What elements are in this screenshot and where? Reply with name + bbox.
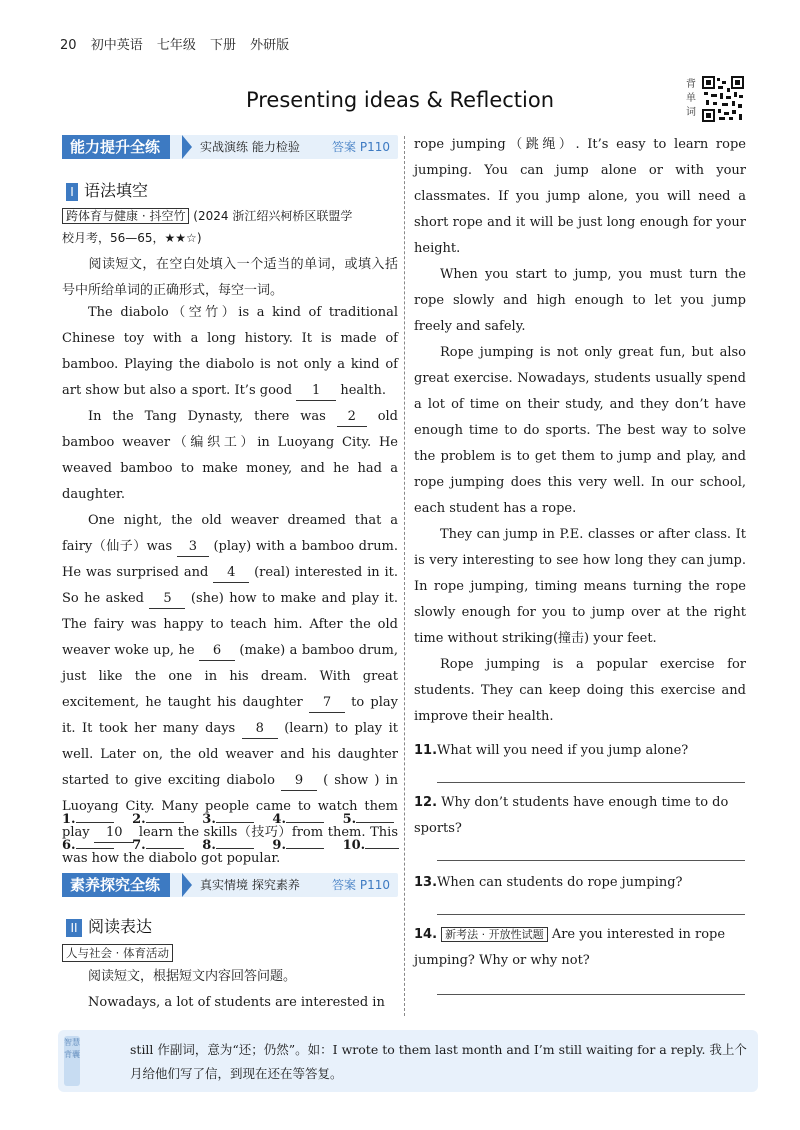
question-number: 14. — [414, 927, 438, 942]
section-header-ability — [62, 135, 398, 159]
answer-num: 2. — [132, 812, 146, 827]
answer-ref[interactable]: 答案 P110 — [332, 140, 390, 154]
column-divider — [404, 136, 405, 1016]
qr-label-char: 词 — [686, 107, 696, 118]
section-subtitle: 真实情境 探究素养 — [200, 878, 300, 892]
answer-line-14[interactable] — [437, 994, 745, 995]
blank-7[interactable]: 7 — [309, 694, 345, 713]
passage-text: When you start to jump, you must turn the rope slowly and high enough to let you jump freely and safely. — [414, 267, 746, 334]
answer-num: 3. — [202, 812, 216, 827]
question-text: Why don’t students have enough time to do sports? — [414, 795, 729, 836]
answer-line-13[interactable] — [437, 914, 745, 915]
passage-text: old bamboo weaver（编织工）in Luoyang City. He weaved bamboo to make money, and he had a daughter. — [62, 409, 398, 502]
passage-text: (play) with a bamboo drum. He was surprised and — [62, 539, 399, 580]
source-text-2: 校月考，56—65，★★☆) — [62, 231, 202, 245]
passage-2-start — [62, 990, 398, 1016]
answer-num: 9. — [272, 838, 286, 853]
passage-text: In the Tang Dynasty, there was — [88, 409, 326, 424]
answer-ref[interactable]: 答案 P110 — [332, 878, 390, 892]
section-subtitle: 实战演练 能力检验 — [200, 140, 300, 154]
question-text: When can students do rope jumping? — [437, 875, 683, 890]
answer-row-1 — [62, 812, 409, 827]
tip-text: still 作副词，意为“还；仍然”。如：I wrote to them last month and I’m still waiting for a reply. 我上个月给他们写了信，到现在还在等答复。 — [130, 1042, 747, 1081]
answer-line-11[interactable] — [437, 782, 745, 783]
blank-9[interactable]: 9 — [281, 772, 317, 791]
topic-tag: 跨体育与健康 · 抖空竹 — [62, 208, 189, 224]
arrow-icon — [182, 873, 192, 897]
passage-text: Rope jumping is not only great fun, but also great exercise. Nowadays, students usually spend a lot of time on their study, and they don’t have enough time to do sports. The best way to solve the problem is to get them to jump and play, and rope jumping does this very well. In our school, each student has a rope. — [414, 345, 746, 516]
answer-blank[interactable] — [146, 848, 184, 849]
answer-blank[interactable] — [76, 848, 114, 849]
passage-text: (learn) to play it well. Later on, the old weaver and his daughter started to give exciting diabolo — [62, 721, 398, 788]
instruction-2 — [62, 964, 398, 990]
passage-text: learn the skills（技巧）from them. This was how the diabolo got popular. — [62, 825, 398, 866]
question-text: What will you need if you jump alone? — [437, 743, 689, 758]
source-info — [62, 205, 398, 249]
term: 下册 — [210, 38, 237, 53]
answer-num: 5. — [342, 812, 357, 827]
answer-blank[interactable] — [146, 822, 184, 823]
passage-text: to play it. It took her many days — [62, 695, 398, 736]
section-tag: 能力提升全练 — [62, 135, 170, 159]
qr-label-char: 单 — [686, 93, 696, 104]
passage-text: One night, the old weaver dreamed that a fairy（仙子）was — [62, 513, 398, 554]
qr-code-icon[interactable] — [702, 76, 744, 122]
arrow-icon — [182, 135, 192, 159]
question-number: 13. — [414, 875, 438, 890]
subject: 初中英语 — [90, 38, 143, 53]
question-tag: 新考法 · 开放性试题 — [441, 927, 548, 942]
page-number: 20 — [60, 38, 77, 53]
question-12 — [414, 790, 746, 842]
qr-label-char: 背 — [686, 79, 696, 90]
page-header — [60, 34, 299, 53]
blank-3[interactable]: 3 — [177, 538, 209, 557]
question-11 — [414, 738, 746, 764]
part-number: I — [66, 183, 78, 201]
tip-side-text: 智慧背囊 — [64, 1038, 80, 1059]
section-tag: 素养探究全练 — [62, 873, 170, 897]
topic-tag-2: 人与社会 · 体育活动 — [62, 944, 173, 962]
blank-10[interactable]: 10 — [94, 824, 134, 843]
answer-row-2 — [62, 838, 409, 853]
answer-blank[interactable] — [216, 848, 254, 849]
qr-label — [686, 78, 700, 120]
passage-text: health. — [340, 383, 387, 398]
part-label-reading — [66, 914, 152, 937]
answer-num: 7. — [132, 838, 146, 853]
answer-blank[interactable] — [365, 848, 399, 849]
answer-blank[interactable] — [286, 848, 324, 849]
passage-text: (make) a bamboo drum, just like the one in his dream. With great excitement, he taught his daughter — [62, 643, 399, 710]
passage-text: (real) interested in it. So he asked — [62, 565, 399, 606]
source-text: (2024 浙江绍兴柯桥区联盟学 — [193, 209, 353, 223]
blank-5[interactable]: 5 — [149, 590, 185, 609]
part-title: 语法填空 — [84, 181, 149, 200]
part-number: II — [66, 919, 82, 937]
part-label-grammar — [66, 178, 148, 201]
answer-blank[interactable] — [286, 822, 324, 823]
blank-8[interactable]: 8 — [242, 720, 278, 739]
question-13 — [414, 870, 746, 896]
answer-blank[interactable] — [216, 822, 254, 823]
passage-text: ( show ) in Luoyang City. Many people came to watch them play — [62, 773, 399, 840]
passage-text: The diabolo（空竹）is a kind of traditional Chinese toy with a long history. It is made of bamboo. Playing the diabolo is not only a kind of art show but also a sport. It’s good — [62, 305, 398, 398]
answer-blank[interactable] — [76, 822, 114, 823]
blank-2[interactable]: 2 — [337, 408, 367, 427]
answer-num: 10. — [342, 838, 366, 853]
instruction-text: 阅读短文，根据短文内容回答问题。 — [88, 969, 297, 984]
passage-text: Rope jumping is a popular exercise for students. They can keep doing this exercise and improve their health. — [414, 657, 746, 724]
answer-num: 8. — [202, 838, 216, 853]
page-title: Presenting ideas & Reflection — [245, 88, 555, 112]
answer-num: 4. — [272, 812, 286, 827]
question-number: 12. — [414, 795, 438, 810]
section-header-inquiry — [62, 873, 398, 897]
answer-num: 6. — [62, 838, 76, 853]
blank-4[interactable]: 4 — [213, 564, 249, 583]
grade: 七年级 — [156, 38, 196, 53]
passage-text: Nowadays, a lot of students are interested in — [88, 995, 385, 1010]
tip-side-label — [64, 1036, 80, 1086]
answer-blank[interactable] — [356, 822, 394, 823]
blank-6[interactable]: 6 — [199, 642, 235, 661]
instruction-1 — [62, 252, 398, 304]
answer-num: 1. — [62, 812, 76, 827]
passage-text: rope jumping（跳绳）. It’s easy to learn rope jumping. You can jump alone or with your classmates. If you jump alone, you will need a short rope and it will be just long enough for your height. — [414, 137, 746, 256]
answer-line-12[interactable] — [437, 860, 745, 861]
question-number: 11. — [414, 743, 438, 758]
qr-code-block[interactable] — [686, 76, 744, 124]
blank-1[interactable]: 1 — [296, 382, 336, 401]
instruction-text: 阅读短文，在空白处填入一个适当的单词，或填入括号中所给单词的正确形式，每空一词。 — [62, 257, 398, 298]
tip-box — [58, 1030, 758, 1092]
question-14 — [414, 922, 746, 974]
part-title: 阅读表达 — [88, 917, 153, 936]
passage-text: (she) how to make and play it. The fairy was happy to teach him. After the old weaver woke up, he — [62, 591, 398, 658]
passage-1 — [62, 300, 398, 872]
edition: 外研版 — [250, 38, 290, 53]
question-text: Are you interested in rope jumping? Why or why not? — [414, 927, 726, 968]
passage-text: They can jump in P.E. classes or after class. It is very interesting to see how long they can jump. In rope jumping, timing means turning the rope slowly enough for you to jump over at the right time without striking(撞击) your feet. — [414, 527, 746, 646]
passage-2 — [414, 132, 746, 730]
